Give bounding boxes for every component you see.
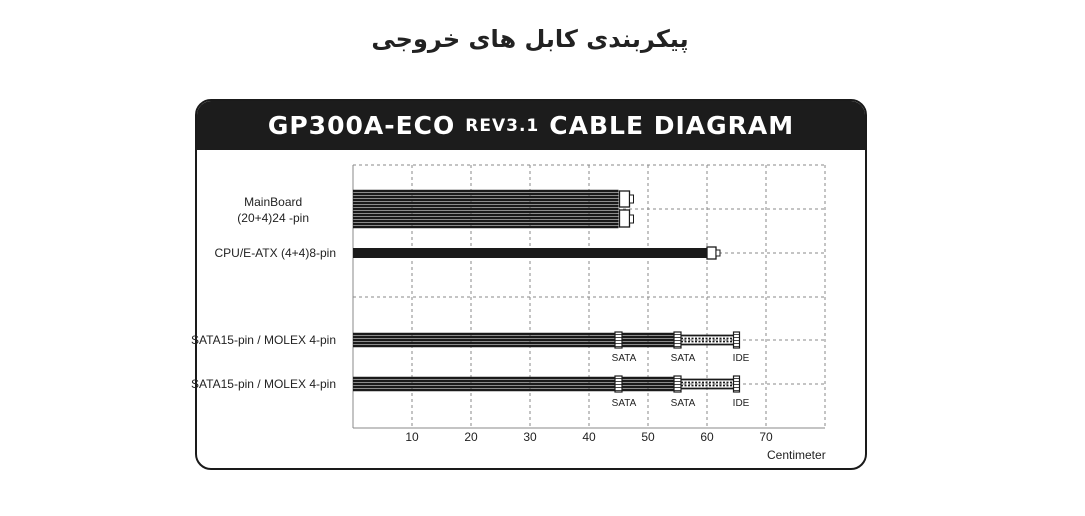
cable-label-mainboard-line1: MainBoard bbox=[244, 195, 303, 209]
x-tick-label: 50 bbox=[641, 430, 655, 444]
connector-tag-ide: IDE bbox=[732, 398, 750, 409]
connector-latch bbox=[716, 250, 720, 256]
page-title: پیکربندی کابل های خروجی bbox=[371, 25, 689, 53]
cable-label-sata-2: SATA15-pin / MOLEX 4-pin bbox=[191, 377, 336, 391]
x-axis-unit: Centimeter bbox=[767, 448, 826, 462]
x-tick-label: 20 bbox=[464, 430, 478, 444]
connector-tag-sata: SATA bbox=[611, 353, 637, 364]
cable-label-mainboard bbox=[237, 194, 309, 226]
x-tick-label: 10 bbox=[405, 430, 419, 444]
connector-latch bbox=[630, 195, 634, 203]
diagram-model: GP300A-ECO bbox=[267, 111, 456, 140]
connector-tag-sata: SATA bbox=[670, 398, 696, 409]
connector-cpu bbox=[707, 247, 716, 259]
connector-latch bbox=[630, 215, 634, 223]
diagram-title: CABLE DIAGRAM bbox=[549, 111, 795, 140]
connector-mainboard-20pin bbox=[620, 191, 630, 207]
diagram-revision: REV3.1 bbox=[465, 115, 540, 136]
cable-label-sata-1: SATA15-pin / MOLEX 4-pin bbox=[191, 333, 336, 347]
x-tick-label: 30 bbox=[523, 430, 537, 444]
connector-tag-sata: SATA bbox=[611, 398, 637, 409]
connector-mainboard-24pin bbox=[620, 210, 630, 227]
x-tick-label: 60 bbox=[700, 430, 714, 444]
x-tick-label: 40 bbox=[582, 430, 596, 444]
x-tick-label: 70 bbox=[759, 430, 773, 444]
connector-tag-ide: IDE bbox=[732, 353, 750, 364]
cable-label-cpu: CPU/E-ATX (4+4)8-pin bbox=[214, 246, 336, 260]
connector-tag-sata: SATA bbox=[670, 353, 696, 364]
cable-label-mainboard-line2: (20+4)24 -pin bbox=[237, 211, 309, 225]
